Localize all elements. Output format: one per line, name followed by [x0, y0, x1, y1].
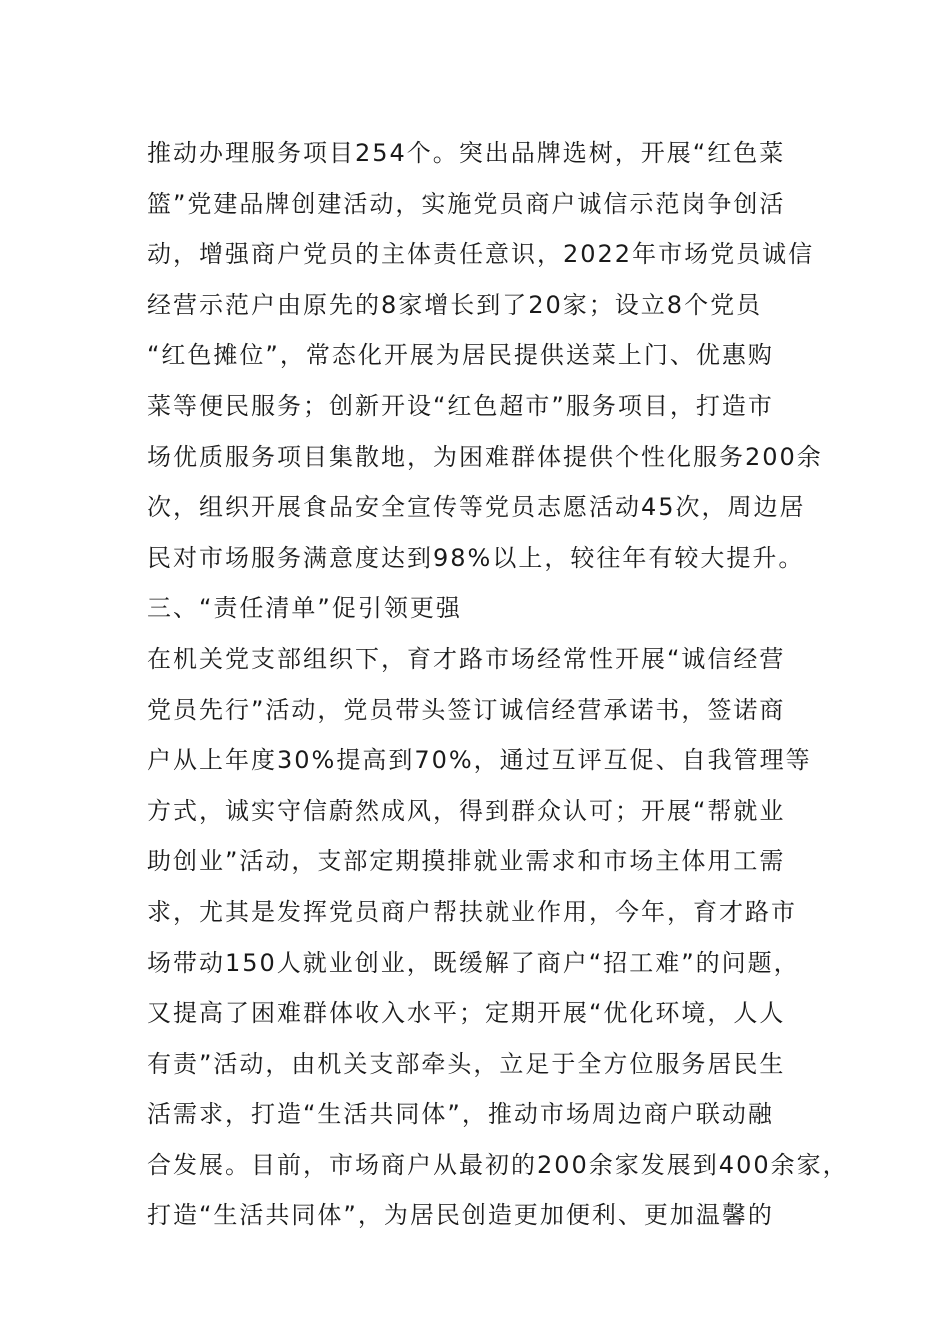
body-line: 次，组织开展食品安全宣传等党员志愿活动45次，周边居: [147, 493, 806, 522]
body-line: 方式，诚实守信蔚然成风，得到群众认可；开展“帮就业: [147, 796, 786, 825]
body-line: 民对市场服务满意度达到98%以上，较往年有较大提升。: [147, 543, 805, 572]
body-line: 篮”党建品牌创建活动，实施党员商户诚信示范岗争创活: [147, 189, 786, 218]
body-line: 助创业”活动，支部定期摸排就业需求和市场主体用工需: [147, 847, 786, 876]
body-line: 在机关党支部组织下，育才路市场经常性开展“诚信经营: [147, 644, 786, 673]
body-line: 经营示范户由原先的8家增长到了20家；设立8个党员: [147, 290, 763, 319]
body-line: 户从上年度30%提高到70%，通过互评互促、自我管理等: [147, 746, 812, 775]
body-line: 菜等便民服务；创新开设“红色超市”服务项目，打造市: [147, 391, 774, 420]
body-line: 党员先行”活动，党员带头签订诚信经营承诺书，签诺商: [147, 695, 786, 724]
body-line: 活需求，打造“生活共同体”，推动市场周边商户联动融: [147, 1100, 774, 1129]
body-line: 有责”活动，由机关支部牵头，立足于全方位服务居民生: [147, 1049, 786, 1078]
body-line: 求，尤其是发挥党员商户帮扶就业作用，今年，育才路市: [147, 897, 797, 926]
document-body: [147, 128, 849, 1241]
body-line: 场带动150人就业创业，既缓解了商户“招工难”的问题，: [147, 948, 800, 977]
section-heading: 三、“责任清单”促引领更强: [147, 594, 462, 623]
body-line: 动，增强商户党员的主体责任意识，2022年市场党员诚信: [147, 240, 815, 269]
body-line: 场优质服务项目集散地，为困难群体提供个性化服务200余: [147, 442, 823, 471]
body-line: 合发展。目前，市场商户从最初的200余家发展到400余家，: [147, 1150, 849, 1179]
body-line: “红色摊位”，常态化开展为居民提供送菜上门、优惠购: [147, 341, 774, 370]
body-line: 推动办理服务项目254个。突出品牌选树，开展“红色菜: [147, 139, 786, 167]
body-line: 又提高了困难群体收入水平；定期开展“优化环境，人人: [147, 999, 786, 1028]
body-line: 打造“生活共同体”，为居民创造更加便利、更加温馨的: [147, 1201, 774, 1230]
